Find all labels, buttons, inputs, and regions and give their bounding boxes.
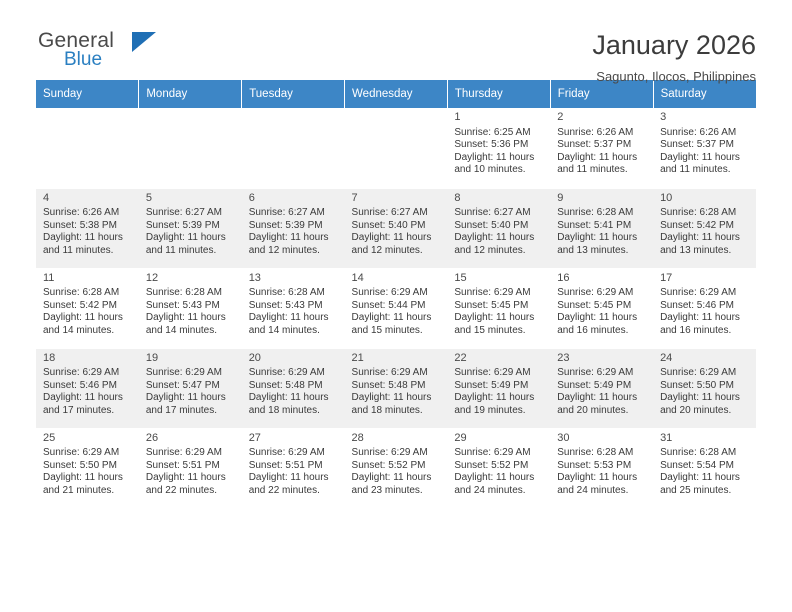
day-detail-line: Sunrise: 6:29 AM xyxy=(145,367,222,379)
day-number: 15 xyxy=(454,271,467,284)
day-detail-line: Sunrise: 6:26 AM xyxy=(660,126,737,138)
day-details xyxy=(557,447,647,497)
day-detail-line: and 15 minutes. xyxy=(351,324,423,336)
weekday-header-thursday: Thursday xyxy=(447,80,550,108)
calendar-table xyxy=(36,80,756,509)
day-details xyxy=(557,127,647,177)
day-number: 27 xyxy=(248,431,261,444)
day-detail-line: and 24 minutes. xyxy=(454,484,526,496)
day-detail-line: Sunrise: 6:29 AM xyxy=(660,367,737,379)
calendar-day-cell[interactable] xyxy=(345,188,448,268)
day-detail-line: and 20 minutes. xyxy=(557,404,629,416)
day-details xyxy=(146,447,236,497)
day-detail-line: and 16 minutes. xyxy=(660,324,732,336)
calendar-day-cell[interactable] xyxy=(345,348,448,428)
calendar-day-cell[interactable] xyxy=(139,268,242,348)
day-detail-line: Sunset: 5:53 PM xyxy=(557,459,632,471)
day-detail-line: Daylight: 11 hours xyxy=(351,312,432,324)
day-details xyxy=(660,207,750,257)
day-number: 10 xyxy=(660,191,673,204)
day-detail-line: and 17 minutes. xyxy=(43,404,115,416)
day-detail-line: Sunrise: 6:28 AM xyxy=(43,287,120,299)
day-details xyxy=(249,367,339,417)
day-details xyxy=(660,127,750,177)
calendar-day-cell[interactable] xyxy=(653,348,756,428)
weekday-header-tuesday: Tuesday xyxy=(242,80,345,108)
day-detail-line: Sunrise: 6:29 AM xyxy=(43,447,120,459)
day-detail-line: Daylight: 11 hours xyxy=(454,232,535,244)
day-detail-line: and 13 minutes. xyxy=(557,244,629,256)
calendar-day-cell[interactable] xyxy=(653,428,756,508)
day-detail-line: Sunset: 5:48 PM xyxy=(248,379,323,391)
day-detail-line: Daylight: 11 hours xyxy=(660,472,740,484)
day-detail-line: Sunrise: 6:29 AM xyxy=(248,367,325,379)
day-detail-line: Sunrise: 6:28 AM xyxy=(660,207,737,219)
day-detail-line: Sunset: 5:44 PM xyxy=(351,299,426,311)
day-detail-line: and 18 minutes. xyxy=(248,404,320,416)
day-detail-line: Sunrise: 6:29 AM xyxy=(43,367,120,379)
day-detail-line: Sunrise: 6:27 AM xyxy=(454,207,531,219)
day-details xyxy=(249,207,339,257)
day-details xyxy=(249,287,339,337)
day-detail-line: and 22 minutes. xyxy=(248,484,320,496)
day-detail-line: Sunrise: 6:27 AM xyxy=(248,207,325,219)
day-detail-line: Sunset: 5:50 PM xyxy=(660,379,734,391)
day-detail-line: Sunrise: 6:29 AM xyxy=(454,287,531,299)
day-detail-line: Sunset: 5:38 PM xyxy=(43,219,117,231)
day-detail-line: Sunrise: 6:26 AM xyxy=(557,126,634,138)
day-detail-line: Sunrise: 6:29 AM xyxy=(145,447,222,459)
day-detail-line: Sunset: 5:49 PM xyxy=(557,379,632,391)
day-number: 12 xyxy=(145,271,159,284)
day-details xyxy=(43,367,133,417)
calendar-week-row xyxy=(36,108,756,188)
day-detail-line: Sunrise: 6:28 AM xyxy=(557,207,634,219)
calendar-day-cell[interactable] xyxy=(139,348,242,428)
day-details xyxy=(146,287,236,337)
calendar-day-cell[interactable] xyxy=(36,268,139,348)
weekday-header-wednesday: Wednesday xyxy=(345,80,448,108)
day-number: 31 xyxy=(660,431,673,444)
day-number: 17 xyxy=(660,271,673,284)
day-detail-line: Daylight: 11 hours xyxy=(43,472,123,484)
calendar-week-row xyxy=(36,188,756,268)
day-detail-line: and 12 minutes. xyxy=(248,244,320,256)
day-number: 11 xyxy=(43,271,55,284)
calendar-day-cell[interactable] xyxy=(242,268,345,348)
day-detail-line: Sunset: 5:45 PM xyxy=(454,299,529,311)
calendar-body xyxy=(36,108,756,508)
day-detail-line: and 14 minutes. xyxy=(145,324,218,336)
day-detail-line: Sunset: 5:40 PM xyxy=(351,219,426,231)
day-detail-line: Daylight: 11 hours xyxy=(660,312,740,324)
day-detail-line: Daylight: 11 hours xyxy=(43,312,123,324)
day-detail-line: Sunrise: 6:29 AM xyxy=(351,287,428,299)
day-detail-line: Sunrise: 6:28 AM xyxy=(660,447,737,459)
day-detail-line: Sunset: 5:51 PM xyxy=(145,459,220,471)
day-details xyxy=(557,367,647,417)
weekday-header-sunday: Sunday xyxy=(36,80,139,108)
day-number: 19 xyxy=(145,351,159,364)
day-detail-line: Sunset: 5:51 PM xyxy=(248,459,323,471)
calendar-empty-cell xyxy=(242,108,345,188)
calendar-day-cell[interactable] xyxy=(653,268,756,348)
calendar-day-cell[interactable] xyxy=(550,268,653,348)
weekday-header-saturday: Saturday xyxy=(653,80,756,108)
day-detail-line: Sunset: 5:37 PM xyxy=(660,139,734,151)
day-detail-line: and 18 minutes. xyxy=(351,404,423,416)
day-details xyxy=(557,287,647,337)
day-detail-line: Sunrise: 6:25 AM xyxy=(454,126,531,138)
weekday-header-row xyxy=(36,80,756,108)
day-detail-line: Sunrise: 6:29 AM xyxy=(557,367,634,379)
day-detail-line: Daylight: 11 hours xyxy=(351,472,432,484)
day-details xyxy=(352,367,442,417)
day-detail-line: Sunrise: 6:29 AM xyxy=(454,447,531,459)
day-detail-line: Sunset: 5:40 PM xyxy=(454,219,529,231)
day-number: 22 xyxy=(454,351,467,364)
calendar-week-row xyxy=(36,428,756,508)
day-detail-line: and 21 minutes. xyxy=(43,484,115,496)
calendar-empty-cell xyxy=(36,108,139,188)
day-detail-line: and 19 minutes. xyxy=(454,404,526,416)
day-number: 5 xyxy=(145,191,152,204)
day-detail-line: Daylight: 11 hours xyxy=(660,232,740,244)
day-detail-line: and 12 minutes. xyxy=(454,244,526,256)
day-detail-line: Daylight: 11 hours xyxy=(351,232,432,244)
brand-logo xyxy=(36,30,208,70)
day-detail-line: and 14 minutes. xyxy=(43,324,115,336)
day-detail-line: and 11 minutes. xyxy=(660,164,731,176)
day-details xyxy=(454,367,544,417)
day-detail-line: Sunset: 5:52 PM xyxy=(454,459,529,471)
day-detail-line: Daylight: 11 hours xyxy=(454,392,535,404)
day-details xyxy=(454,127,544,177)
day-detail-line: Sunset: 5:39 PM xyxy=(145,219,220,231)
day-detail-line: Daylight: 11 hours xyxy=(248,472,329,484)
calendar-day-cell[interactable] xyxy=(36,428,139,508)
day-detail-line: Sunset: 5:47 PM xyxy=(145,379,220,391)
day-detail-line: Sunrise: 6:27 AM xyxy=(145,207,222,219)
day-detail-line: Sunrise: 6:26 AM xyxy=(43,207,120,219)
day-detail-line: Daylight: 11 hours xyxy=(557,232,638,244)
day-detail-line: Sunset: 5:43 PM xyxy=(145,299,220,311)
calendar-day-cell[interactable] xyxy=(447,268,550,348)
day-detail-line: Daylight: 11 hours xyxy=(557,472,638,484)
day-details xyxy=(352,447,442,497)
calendar-day-cell[interactable] xyxy=(36,348,139,428)
day-detail-line: and 22 minutes. xyxy=(145,484,218,496)
calendar-day-cell[interactable] xyxy=(447,188,550,268)
day-detail-line: Daylight: 11 hours xyxy=(145,312,226,324)
day-number: 24 xyxy=(660,351,673,364)
day-detail-line: and 25 minutes. xyxy=(660,484,732,496)
day-detail-line: Daylight: 11 hours xyxy=(660,392,740,404)
day-number: 25 xyxy=(43,431,56,444)
day-detail-line: Sunrise: 6:29 AM xyxy=(351,447,428,459)
calendar-day-cell[interactable] xyxy=(345,268,448,348)
day-detail-line: Sunset: 5:49 PM xyxy=(454,379,529,391)
day-number: 4 xyxy=(43,191,50,204)
day-details xyxy=(660,287,750,337)
day-number: 28 xyxy=(351,431,364,444)
calendar-day-cell[interactable] xyxy=(550,428,653,508)
day-details xyxy=(352,287,442,337)
calendar-week-row xyxy=(36,268,756,348)
day-detail-line: Sunset: 5:42 PM xyxy=(660,219,734,231)
day-number: 29 xyxy=(454,431,467,444)
day-detail-line: Daylight: 11 hours xyxy=(145,232,226,244)
day-detail-line: Daylight: 11 hours xyxy=(454,472,535,484)
day-number: 18 xyxy=(43,351,56,364)
day-detail-line: and 24 minutes. xyxy=(557,484,629,496)
day-number: 13 xyxy=(248,271,261,284)
day-number: 7 xyxy=(351,191,358,204)
calendar-day-cell[interactable] xyxy=(242,188,345,268)
day-number: 14 xyxy=(351,271,364,284)
day-detail-line: and 11 minutes. xyxy=(145,244,217,256)
day-details xyxy=(454,287,544,337)
day-number: 6 xyxy=(248,191,255,204)
calendar-day-cell[interactable] xyxy=(550,188,653,268)
flag-icon xyxy=(132,32,156,52)
calendar-day-cell[interactable] xyxy=(550,108,653,188)
day-detail-line: Daylight: 11 hours xyxy=(557,151,638,163)
day-detail-line: Daylight: 11 hours xyxy=(557,312,638,324)
day-detail-line: Sunset: 5:52 PM xyxy=(351,459,426,471)
page-header xyxy=(36,0,756,84)
day-detail-line: and 11 minutes. xyxy=(43,244,114,256)
day-details xyxy=(352,207,442,257)
day-number: 2 xyxy=(557,111,564,123)
day-detail-line: and 11 minutes. xyxy=(557,164,628,176)
logo-text-blue: Blue xyxy=(64,49,103,70)
day-detail-line: Daylight: 11 hours xyxy=(248,392,329,404)
title-block xyxy=(592,30,756,84)
day-detail-line: and 15 minutes. xyxy=(454,324,526,336)
day-number: 30 xyxy=(557,431,570,444)
calendar-day-cell[interactable] xyxy=(242,348,345,428)
day-details xyxy=(43,447,133,497)
day-detail-line: Sunset: 5:46 PM xyxy=(43,379,117,391)
page-title: January 2026 xyxy=(592,30,756,60)
day-detail-line: and 14 minutes. xyxy=(248,324,320,336)
calendar-empty-cell xyxy=(345,108,448,188)
day-number: 8 xyxy=(454,191,461,204)
day-detail-line: Daylight: 11 hours xyxy=(557,392,638,404)
day-detail-line: Sunrise: 6:29 AM xyxy=(351,367,428,379)
weekday-header-friday: Friday xyxy=(550,80,653,108)
day-detail-line: Daylight: 11 hours xyxy=(145,392,226,404)
day-detail-line: Daylight: 11 hours xyxy=(454,312,535,324)
day-detail-line: Sunrise: 6:28 AM xyxy=(248,287,325,299)
day-number: 9 xyxy=(557,191,564,204)
day-detail-line: Sunrise: 6:27 AM xyxy=(351,207,428,219)
day-details xyxy=(454,447,544,497)
day-detail-line: and 12 minutes. xyxy=(351,244,423,256)
day-detail-line: Daylight: 11 hours xyxy=(43,392,123,404)
day-details xyxy=(249,447,339,497)
day-detail-line: Sunrise: 6:29 AM xyxy=(454,367,531,379)
day-detail-line: Sunrise: 6:29 AM xyxy=(557,287,634,299)
calendar-week-row xyxy=(36,348,756,428)
day-detail-line: Daylight: 11 hours xyxy=(145,472,226,484)
day-details xyxy=(146,207,236,257)
calendar-day-cell[interactable] xyxy=(447,108,550,188)
logo-text-general: General xyxy=(38,29,115,52)
day-detail-line: Sunrise: 6:29 AM xyxy=(660,287,737,299)
day-detail-line: Sunrise: 6:28 AM xyxy=(557,447,634,459)
day-details xyxy=(454,207,544,257)
day-detail-line: Sunset: 5:41 PM xyxy=(557,219,632,231)
day-detail-line: Daylight: 11 hours xyxy=(351,392,432,404)
calendar-day-cell[interactable] xyxy=(242,428,345,508)
day-detail-line: Sunset: 5:48 PM xyxy=(351,379,426,391)
day-detail-line: and 10 minutes. xyxy=(454,164,526,176)
day-details xyxy=(43,207,133,257)
calendar-day-cell[interactable] xyxy=(139,188,242,268)
day-detail-line: Sunset: 5:46 PM xyxy=(660,299,734,311)
day-details xyxy=(43,287,133,337)
day-number: 23 xyxy=(557,351,570,364)
day-detail-line: Sunset: 5:39 PM xyxy=(248,219,323,231)
day-detail-line: Sunrise: 6:29 AM xyxy=(248,447,325,459)
day-details xyxy=(146,367,236,417)
day-detail-line: and 13 minutes. xyxy=(660,244,732,256)
calendar-day-cell[interactable] xyxy=(36,188,139,268)
location-subtitle: Sagunto, Ilocos, Philippines xyxy=(596,69,756,84)
day-detail-line: Daylight: 11 hours xyxy=(248,312,329,324)
day-detail-line: Sunset: 5:43 PM xyxy=(248,299,323,311)
day-number: 20 xyxy=(248,351,261,364)
day-number: 3 xyxy=(660,111,667,123)
day-detail-line: and 17 minutes. xyxy=(145,404,218,416)
day-number: 26 xyxy=(145,431,159,444)
day-detail-line: Daylight: 11 hours xyxy=(454,151,535,163)
calendar-empty-cell xyxy=(139,108,242,188)
day-number: 1 xyxy=(454,111,461,123)
day-detail-line: Sunset: 5:36 PM xyxy=(454,139,529,151)
day-details xyxy=(660,447,750,497)
day-detail-line: and 16 minutes. xyxy=(557,324,629,336)
day-details xyxy=(557,207,647,257)
day-detail-line: and 23 minutes. xyxy=(351,484,423,496)
calendar-day-cell[interactable] xyxy=(139,428,242,508)
calendar-day-cell[interactable] xyxy=(447,348,550,428)
day-detail-line: Daylight: 11 hours xyxy=(43,232,123,244)
calendar-day-cell[interactable] xyxy=(653,108,756,188)
day-number: 16 xyxy=(557,271,570,284)
day-detail-line: Daylight: 11 hours xyxy=(660,151,740,163)
day-detail-line: Sunset: 5:50 PM xyxy=(43,459,117,471)
calendar-day-cell[interactable] xyxy=(653,188,756,268)
day-details xyxy=(660,367,750,417)
day-detail-line: Sunset: 5:37 PM xyxy=(557,139,632,151)
calendar-day-cell[interactable] xyxy=(550,348,653,428)
day-detail-line: Sunrise: 6:28 AM xyxy=(145,287,222,299)
day-detail-line: Sunset: 5:45 PM xyxy=(557,299,632,311)
calendar-day-cell[interactable] xyxy=(345,428,448,508)
calendar-day-cell[interactable] xyxy=(447,428,550,508)
day-detail-line: Daylight: 11 hours xyxy=(248,232,329,244)
day-detail-line: Sunset: 5:42 PM xyxy=(43,299,117,311)
day-detail-line: Sunset: 5:54 PM xyxy=(660,459,734,471)
day-detail-line: and 20 minutes. xyxy=(660,404,732,416)
day-number: 21 xyxy=(351,351,364,364)
weekday-header-monday: Monday xyxy=(139,80,242,108)
